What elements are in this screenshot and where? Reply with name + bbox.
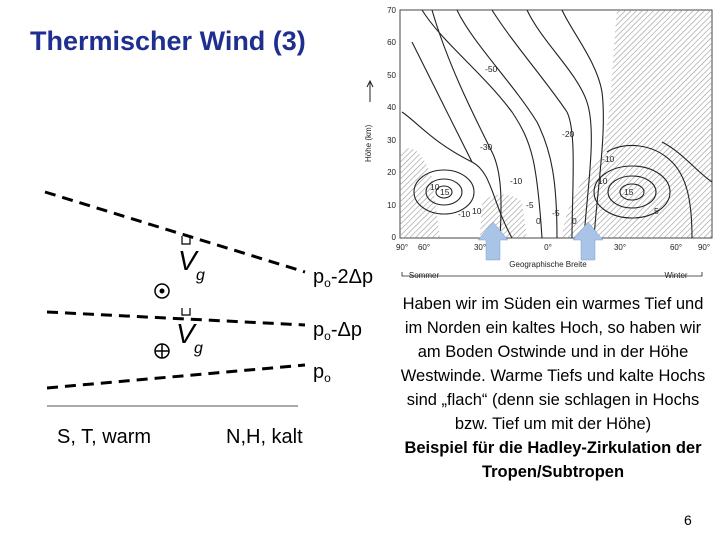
isobar-top — [45, 192, 305, 272]
x-tick-label: 90° — [395, 243, 409, 252]
contour-label: 15 — [624, 187, 634, 197]
contour-label: -10 — [510, 176, 523, 186]
north-cold-label: N,H, kalt — [226, 426, 303, 448]
y-tick-label: 70 — [387, 6, 396, 15]
y-tick-label: 10 — [387, 201, 396, 210]
page-number: 6 — [684, 512, 692, 528]
contour-label: -10 — [458, 209, 471, 219]
contour-label: 15 — [440, 187, 450, 197]
contour-label: -5 — [526, 200, 534, 210]
vg-subscript-bottom: g — [194, 340, 203, 357]
y-tick-label: 20 — [387, 168, 396, 177]
y-tick-label: 30 — [387, 136, 396, 145]
vg-subscript-top: g — [196, 267, 205, 284]
south-warm-label: S, T, warm — [57, 426, 152, 448]
pressure-label-top: $p_o-2\Delta p$ — [313, 266, 374, 290]
wind-into-page-symbol — [155, 344, 169, 358]
pressure-label-middle: $p_o-\Delta p$ — [313, 319, 362, 343]
x-tick-label: 60° — [669, 243, 683, 252]
x-tick-label: 90° — [697, 243, 711, 252]
contour-label: 10 — [472, 206, 482, 216]
explanation-text — [392, 292, 714, 484]
y-tick-label: 40 — [387, 103, 396, 112]
contour-label: -20 — [562, 129, 575, 139]
contour-label: -5 — [552, 208, 560, 218]
contour-label: 10 — [430, 182, 440, 192]
y-tick-label: 0 — [391, 233, 396, 242]
x-tick-label: 60° — [417, 243, 431, 252]
y-axis-label: Höhe (km) — [364, 124, 373, 162]
contour-label: 0 — [572, 216, 577, 226]
contour-label: 10 — [598, 176, 608, 186]
vg-symbol-top: V — [178, 245, 197, 276]
x-tick-label: 30° — [473, 243, 487, 252]
explanation-paragraph: Haben wir im Süden ein warmes Tief und im Norden ein kaltes Hoch, so haben wir am Boden Ostwinde und in der Höhe Westwinde. Warme Tiefs und kalte Hochs sind „flach“ (denn sie schlagen in Hochs bzw. Tief um mit der Höhe) — [400, 295, 706, 433]
y-tick-label: 60 — [387, 38, 396, 47]
contour-label: 0 — [536, 216, 541, 226]
x-tick-label: 0° — [544, 243, 552, 252]
dot — [160, 289, 165, 294]
contour-label: -10 — [602, 154, 615, 164]
pressure-label-base: $p_o$ — [313, 361, 331, 385]
contour-label: 5 — [654, 206, 659, 216]
vg-symbol-bottom: V — [176, 318, 195, 349]
x-tick-label: 30° — [613, 243, 627, 252]
isobar-bottom — [47, 365, 305, 388]
slide-title: Thermischer Wind (3) — [30, 26, 306, 56]
vector-arrow-bottom — [182, 308, 190, 315]
y-tick-label: 50 — [387, 71, 396, 80]
x-axis-label: Geographische Breite — [509, 260, 587, 269]
hadley-example-text: Beispiel für die Hadley-Zirkulation der Tropen/Subtropen — [404, 439, 702, 481]
contour-label: -50 — [485, 64, 498, 74]
season-winter-label: Winter — [664, 271, 688, 280]
season-summer-label: Sommer — [408, 271, 440, 280]
contour-label: -30 — [480, 142, 493, 152]
